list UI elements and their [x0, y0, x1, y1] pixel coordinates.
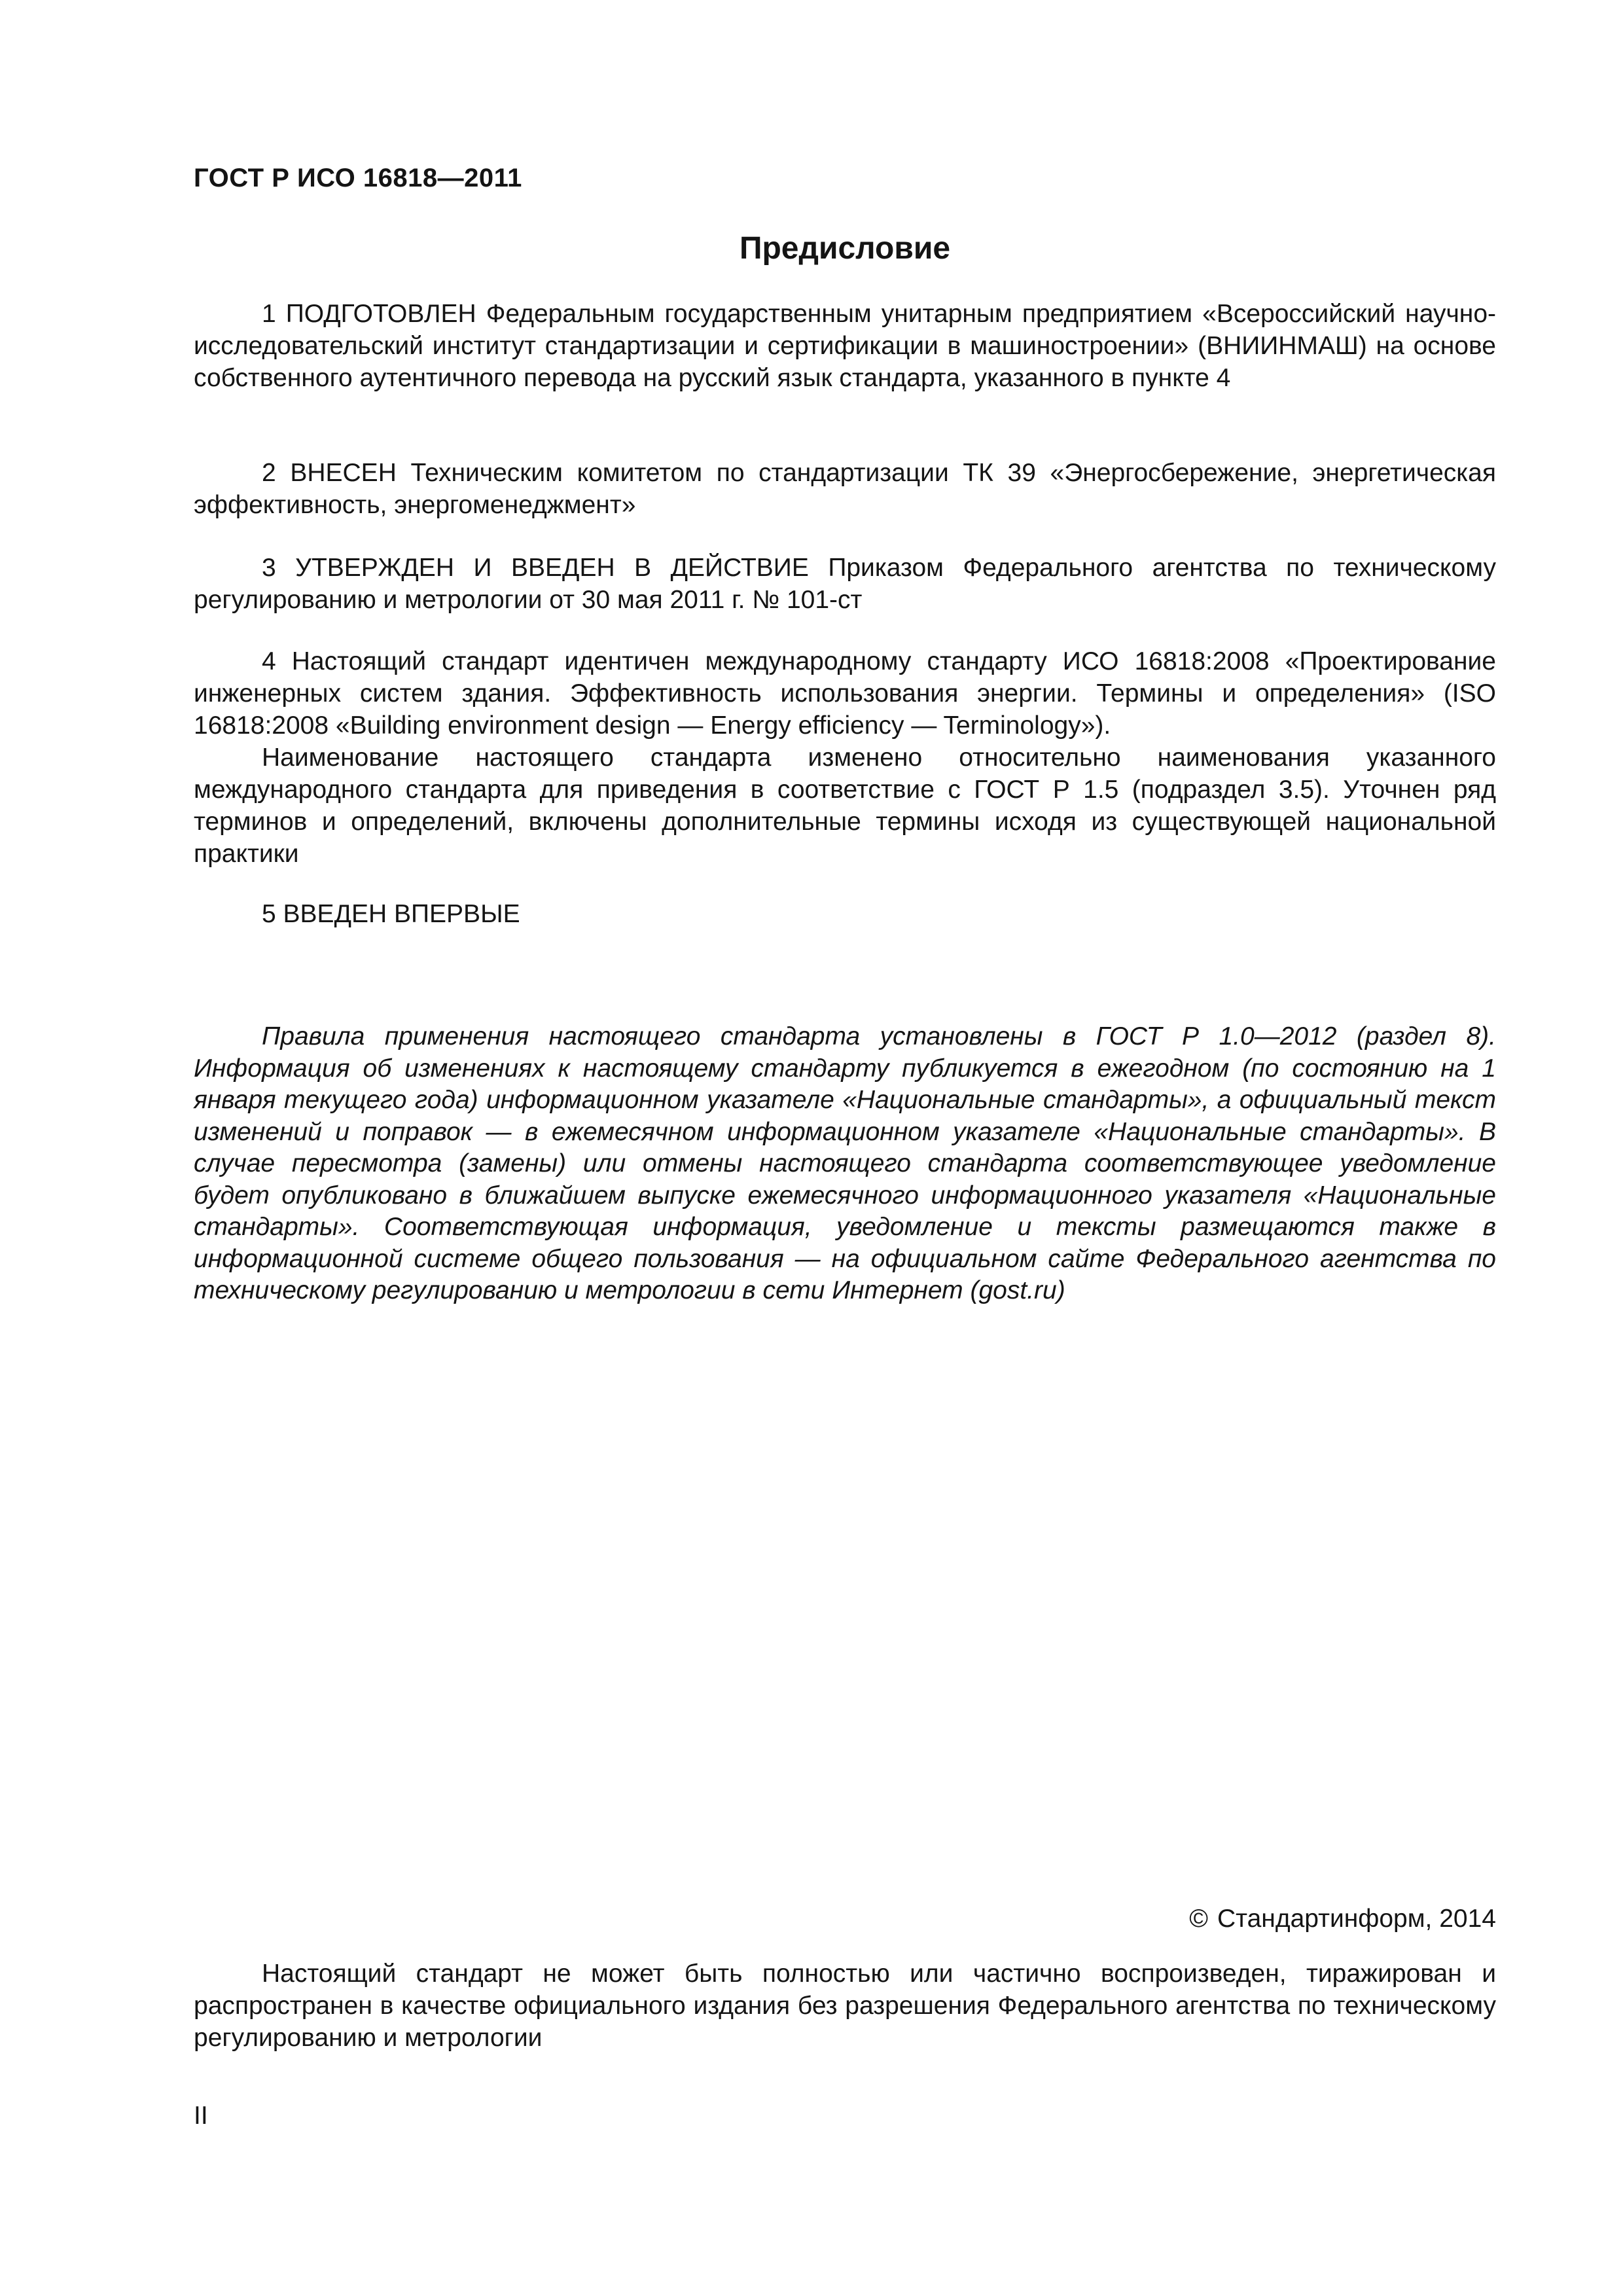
foreword-item-4	[194, 645, 1496, 870]
foreword-item-4-text: 4 Настоящий стандарт идентичен международному стандарту ИСО 16818:2008 «Проектирование инженерных систем здания. Эффективность использования энергии. Термины и определения» (ISO 16818:2008 «Building environment design — Energy efficiency — Terminology»).	[194, 647, 1496, 740]
copyright-line	[1189, 1903, 1496, 1935]
foreword-item-3	[194, 552, 1496, 616]
foreword-item-5	[194, 898, 1496, 930]
foreword-item-2-text: 2 ВНЕСЕН Техническим комитетом по стандартизации ТК 39 «Энергосбережение, энергетическая эффективность, энергоменеджмент»	[194, 459, 1496, 519]
page-number: II	[194, 2102, 208, 2130]
application-rules-notice: Правила применения настоящего стандарта установлены в ГОСТ Р 1.0—2012 (раздел 8). Информация об изменениях к настоящему стандарту публикуется в ежегодном (по состоянию на 1 января текущего года) информационном указателе «Национальные стандарты», а официальный текст изменений и поправок — в ежемесячном информационном указателе «Национальные стандарты». В случае пересмотра (замены) или отмены настоящего стандарта соответствующее уведомление будет опубликовано в ближайшем выпуске ежемесячного информационного указателя «Национальные стандарты». Соответствующая информация, уведомление и тексты размещаются также в информационной системе общего пользования — на официальном сайте Федерального агентства по техническому регулированию и метрологии в сети Интернет (gost.ru)	[194, 1022, 1496, 1304]
copyright-sign: ©	[1189, 1905, 1208, 1933]
copyright-text: Стандартинформ, 2014	[1217, 1905, 1496, 1933]
foreword-item-4-note: Наименование настоящего стандарта изменено относительно наименования указанного международного стандарта для приведения в соответствие с ГОСТ Р 1.5 (подраздел 3.5). Уточнен ряд терминов и определений, включены дополнительные термины исходя из существующей национальной практики	[194, 744, 1496, 868]
foreword-item-2	[194, 457, 1496, 521]
foreword-item-3-text: 3 УТВЕРЖДЕН И ВВЕДЕН В ДЕЙСТВИЕ Приказом Федерального агентства по техническому регулированию и метрологии от 30 мая 2011 г. № 101-ст	[194, 554, 1496, 614]
foreword-item-5-text: 5 ВВЕДЕН ВПЕРВЫЕ	[262, 900, 520, 928]
reproduction-restriction: Настоящий стандарт не может быть полностью или частично воспроизведен, тиражирован и распространен в качестве официального издания без разрешения Федерального агентства по техническому регулированию и метрологии	[194, 1960, 1496, 2052]
document-code-header: ГОСТ Р ИСО 16818—2011	[194, 164, 522, 192]
foreword-item-1	[194, 298, 1496, 394]
foreword-item-1-text: 1 ПОДГОТОВЛЕН Федеральным государственным унитарным предприятием «Всероссийский научно-исследовательский институт стандартизации и сертификации в машиностроении» (ВНИИНМАШ) на основе собственного аутентичного перевода на русский язык стандарта, указанного в пункте 4	[194, 300, 1496, 392]
page-title: Предисловие	[739, 231, 951, 266]
